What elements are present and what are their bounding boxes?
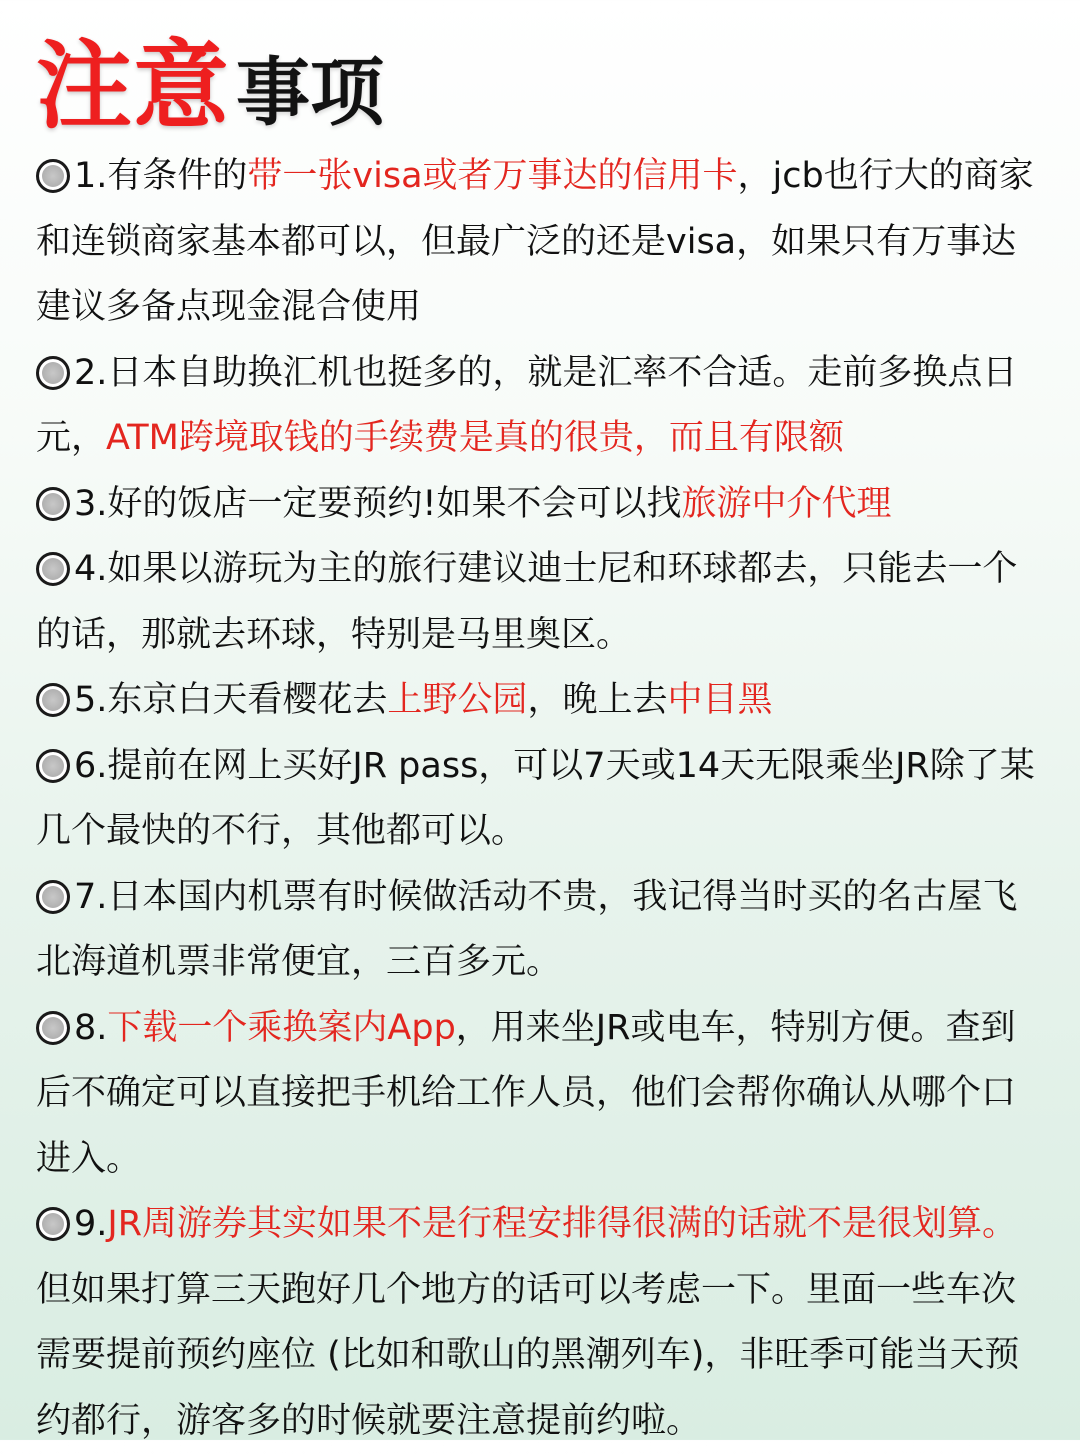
note-text: 提前在网上买好JR pass，可以7天或14天无限乘坐JR除了某几个最快的不行，其他都可以。 — [36, 745, 1035, 851]
gray-circle-bullet-icon — [36, 880, 70, 914]
note-item-3 — [36, 472, 1042, 538]
note-text: 好的饭店一定要预约!如果不会可以找 — [107, 483, 682, 524]
note-text: 但如果打算三天跑好几个地方的话可以考虑一下。里面一些车次需要提前预约座位 (比如和歌山的黑潮列车)，非旺季可能当天预约都行，游客多的时候就要注意提前约啦。 — [36, 1269, 1020, 1441]
note-item-9 — [36, 1192, 1042, 1454]
note-text: 如果以游玩为主的旅行建议迪士尼和环球都去，只能去一个的话，那就去环球，特别是马里奥区。 — [36, 549, 1018, 655]
page-title — [36, 22, 1042, 142]
note-item-6 — [36, 734, 1042, 865]
gray-circle-bullet-icon — [36, 683, 70, 717]
title-red-part: 注意 — [36, 30, 230, 142]
note-text: 有条件的 — [107, 156, 248, 196]
gray-circle-bullet-icon — [36, 749, 70, 783]
note-item-5 — [36, 668, 1042, 734]
note-highlight: 中目黑 — [667, 680, 773, 720]
note-item-1 — [36, 144, 1042, 341]
note-item-8 — [36, 996, 1042, 1193]
note-number: 9. — [74, 1204, 108, 1244]
gray-circle-bullet-icon — [36, 487, 70, 521]
note-number: 3. — [74, 483, 108, 524]
note-highlight: 上野公园 — [387, 680, 528, 720]
note-number: 4. — [74, 549, 108, 589]
note-number: 8. — [74, 1007, 108, 1048]
gray-circle-bullet-icon — [36, 552, 70, 586]
note-number: 5. — [74, 680, 108, 720]
note-text: ，jcb也行大的商家和连锁商家基本都可以，但最广泛的还是visa，如果只有万事达建议多备点现金混合使用 — [36, 156, 1034, 327]
note-number: 7. — [74, 876, 108, 917]
note-text: 日本自助换汇机也挺多的，就是汇率不合适。走前多换点日元， — [36, 352, 1018, 458]
note-highlight: 旅游中介代理 — [681, 483, 892, 524]
note-highlight: 下载一个乘换案内App — [107, 1007, 456, 1048]
title-black-part: 事项 — [236, 50, 384, 136]
note-text: ，用来坐JR或电车，特别方便。查到后不确定可以直接把手机给工作人员，他们会帮你确认从哪个口进入。 — [36, 1007, 1017, 1179]
note-text: ，晚上去 — [527, 680, 668, 720]
note-number: 2. — [74, 352, 108, 393]
note-item-4 — [36, 537, 1042, 668]
gray-circle-bullet-icon — [36, 1011, 70, 1045]
note-text: 东京白天看樱花去 — [107, 680, 388, 720]
note-text: 日本国内机票有时候做活动不贵，我记得当时买的名古屋飞北海道机票非常便宜，三百多元。 — [36, 876, 1018, 982]
note-highlight: 带一张visa或者万事达的信用卡 — [247, 156, 738, 196]
note-highlight: JR周游券其实如果不是行程安排得很满的话就不是很划算。 — [107, 1204, 1018, 1244]
note-number: 1. — [74, 156, 108, 196]
notes-list — [36, 144, 1042, 1454]
note-item-7 — [36, 865, 1042, 996]
gray-circle-bullet-icon — [36, 159, 70, 193]
gray-circle-bullet-icon — [36, 356, 70, 390]
note-number: 6. — [74, 745, 108, 786]
note-item-2 — [36, 341, 1042, 472]
gray-circle-bullet-icon — [36, 1207, 70, 1241]
note-highlight: ATM跨境取钱的手续费是真的很贵，而且有限额 — [106, 418, 844, 458]
